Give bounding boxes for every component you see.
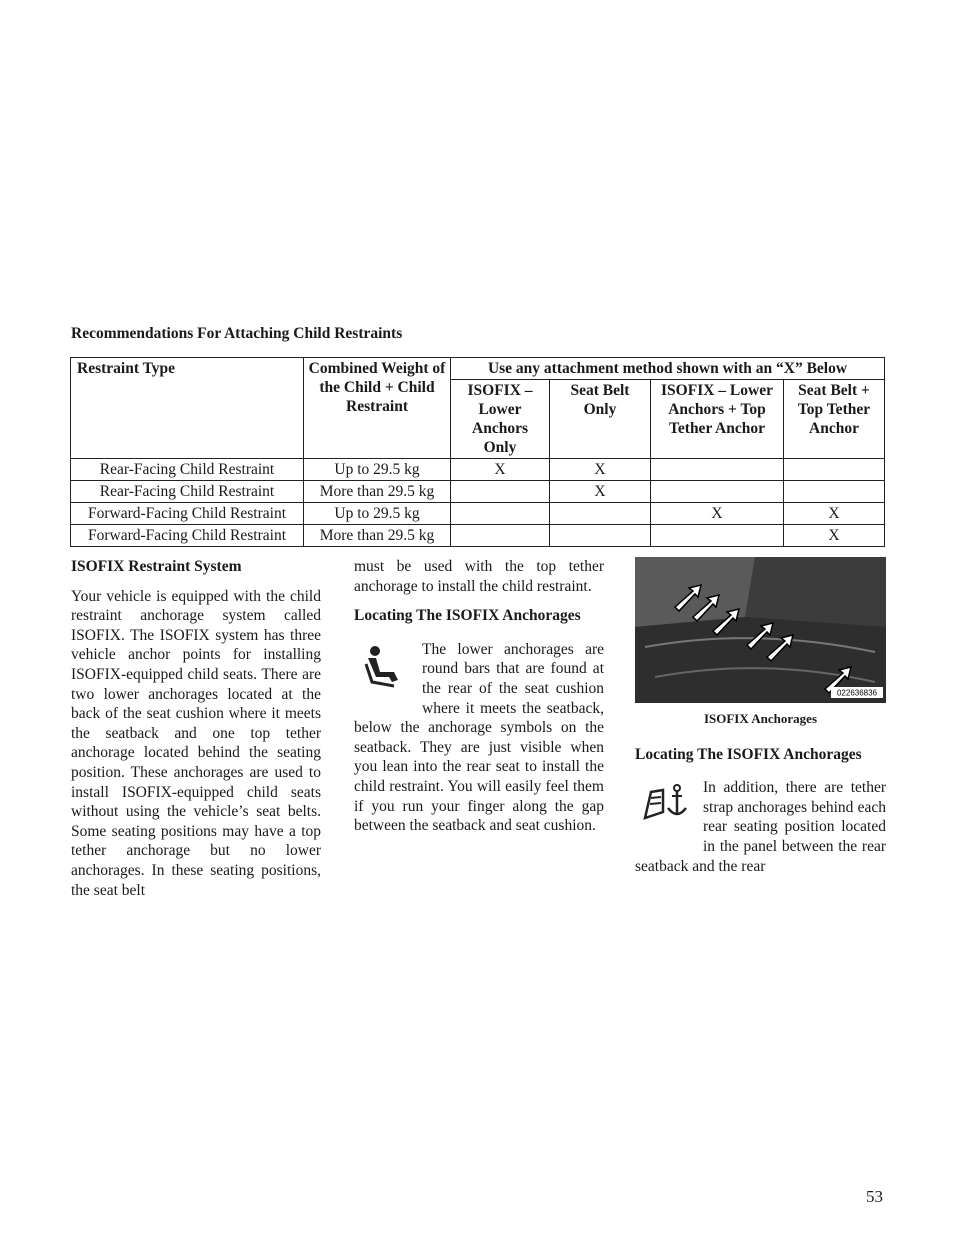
table-header-row — [71, 358, 885, 380]
cell-d — [784, 459, 885, 481]
header-belt-tether: Seat Belt + Top Tether Anchor — [784, 380, 885, 459]
column-2 — [354, 557, 604, 836]
table-row — [71, 481, 885, 503]
header-isofix-tether: ISOFIX – Lower Anchors + Top Tether Anchor — [651, 380, 784, 459]
table-row — [71, 503, 885, 525]
cell-d: X — [784, 525, 885, 547]
column-1 — [71, 557, 321, 900]
cell-c — [651, 525, 784, 547]
lower-anchor-block — [354, 640, 604, 836]
cell-type: Forward-Facing Child Restraint — [71, 525, 304, 547]
cell-b: X — [550, 459, 651, 481]
isofix-body: Your vehicle is equipped with the child restraint anchorage system called ISOFIX. The ISOFIX system has three vehicle anchor points for installing ISOFIX-equipped child seats. There are two lower anchorages located at the back of the seat cushion where it meets the seatback and one top tether anchorage located behind the seating position. These anchorages are used to install ISOFIX-equipped child seats without using the vehicle’s seat belts. Some seating positions may have a top tether anchorage but no lower anchorages. In these seating positions, the seat belt — [71, 587, 321, 899]
cell-a — [451, 525, 550, 547]
lower-anchor-text: The lower anchorages are round bars that are found at the rear of the seat cushion where it meets the seatback, below the anchorage symbols on the seatback. They are just visible when you lean into the rear seat to install the child restraint. You will easily feel them if you run your finger along the gap between the seatback and seat cushion. — [354, 640, 604, 835]
table-row — [71, 459, 885, 481]
cell-d: X — [784, 503, 885, 525]
photo-code: 022636836 — [836, 688, 878, 698]
cell-c — [651, 481, 784, 503]
cell-d — [784, 481, 885, 503]
photo-caption: ISOFIX Anchorages — [703, 711, 818, 726]
cell-type: Forward-Facing Child Restraint — [71, 503, 304, 525]
cell-weight: Up to 29.5 kg — [304, 459, 451, 481]
header-use-any: Use any attachment method shown with an “X” Below — [451, 358, 885, 380]
header-seat-belt: Seat Belt Only — [550, 380, 651, 459]
cell-b — [550, 525, 651, 547]
cell-a: X — [451, 459, 550, 481]
table-title: Recommendations For Attaching Child Restraints — [71, 325, 403, 342]
cell-type: Rear-Facing Child Restraint — [71, 481, 304, 503]
child-restraint-table — [70, 357, 885, 547]
page-number: 53 — [866, 1187, 883, 1206]
tether-text: In addition, there are tether strap anchorages behind each rear seating position located in the panel between the rear seatback and the rear — [635, 779, 886, 875]
cell-b — [550, 503, 651, 525]
cell-a — [451, 481, 550, 503]
locating-heading-2: Locating The ISOFIX Anchorages — [635, 745, 862, 763]
child-seat-icon — [354, 644, 414, 704]
tether-anchor-icon — [635, 782, 695, 842]
cell-weight: More than 29.5 kg — [304, 525, 451, 547]
header-restraint-type: Restraint Type — [71, 358, 304, 459]
cell-b: X — [550, 481, 651, 503]
cell-type: Rear-Facing Child Restraint — [71, 459, 304, 481]
isofix-photo — [635, 557, 886, 703]
tether-block — [635, 778, 886, 876]
cell-weight: More than 29.5 kg — [304, 481, 451, 503]
header-isofix-lower: ISOFIX – Lower Anchors Only — [451, 380, 550, 459]
cell-c: X — [651, 503, 784, 525]
table-row — [71, 525, 885, 547]
header-combined-weight: Combined Weight of the Child + Child Restraint — [304, 358, 451, 459]
isofix-heading: ISOFIX Restraint System — [71, 558, 242, 575]
cell-c — [651, 459, 784, 481]
cell-a — [451, 503, 550, 525]
column-3 — [635, 557, 886, 876]
continuation-text: must be used with the top tether anchorage to install the child restraint. — [354, 558, 604, 595]
locating-heading: Locating The ISOFIX Anchorages — [354, 607, 581, 625]
cell-weight: Up to 29.5 kg — [304, 503, 451, 525]
